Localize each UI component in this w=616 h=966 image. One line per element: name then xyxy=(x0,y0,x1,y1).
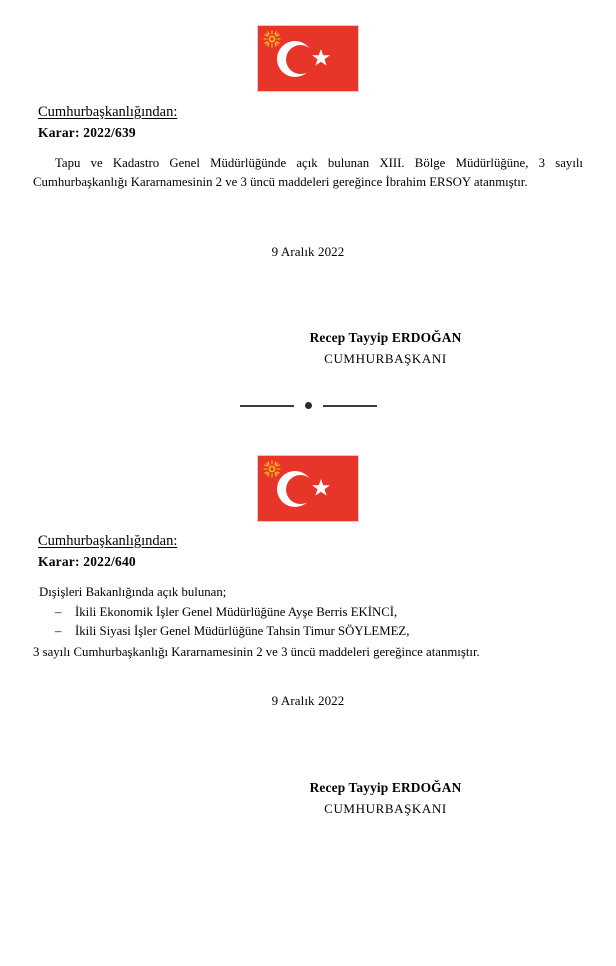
separator-rule-left xyxy=(240,405,294,407)
list-item xyxy=(33,622,583,641)
decree-block-1 xyxy=(0,103,616,192)
dash-bullet-icon: – xyxy=(55,624,62,639)
decree-heading: Cumhurbaşkanlığından: xyxy=(38,104,178,120)
decree-date: 9 Aralık 2022 xyxy=(271,693,345,708)
sun-emblem-icon xyxy=(263,460,281,478)
signatory-title: CUMHURBAŞKANI xyxy=(324,801,447,816)
signature-block-1 xyxy=(0,330,616,367)
turkish-flag-2 xyxy=(0,455,616,522)
decree-intro-line: Dışişleri Bakanlığında açık bulunan; xyxy=(39,584,227,599)
decree-date-wrap-1 xyxy=(0,244,616,260)
decree-date: 9 Aralık 2022 xyxy=(271,244,345,259)
separator-dot-icon xyxy=(305,402,312,409)
decree-block-2 xyxy=(0,532,616,662)
separator-rule-right xyxy=(323,405,377,407)
turkish-flag-image xyxy=(257,455,359,522)
decree-number: Karar: 2022/640 xyxy=(38,553,136,569)
turkish-flag-image xyxy=(257,25,359,92)
signature-block-2 xyxy=(0,780,616,817)
decree-heading: Cumhurbaşkanlığından: xyxy=(38,533,178,549)
decree-body-text: Tapu ve Kadastro Genel Müdürlüğünde açık bulunan XIII. Bölge Müdürlüğüne, 3 sayılı Cumhurbaşkanlığı Kararnamesinin 2 ve 3 üncü maddeleri gereğince İbrahim ERSOY atanmıştır. xyxy=(33,155,583,189)
decree-closing-line: 3 sayılı Cumhurbaşkanlığı Kararnamesinin 2 ve 3 üncü maddeleri gereğince atanmıştır. xyxy=(33,644,480,659)
section-separator xyxy=(0,402,616,409)
signatory-name: Recep Tayyip ERDOĞAN xyxy=(309,330,462,345)
star-icon xyxy=(311,478,331,498)
turkish-flag-1 xyxy=(0,25,616,92)
appointment-list xyxy=(0,603,616,642)
list-item xyxy=(33,603,583,622)
star-icon xyxy=(311,48,331,68)
sun-emblem-icon xyxy=(263,30,281,48)
decree-number: Karar: 2022/639 xyxy=(38,124,136,140)
signatory-title: CUMHURBAŞKANI xyxy=(324,351,447,366)
list-item-label: İkili Siyasi İşler Genel Müdürlüğüne Tahsin Timur SÖYLEMEZ, xyxy=(75,624,410,639)
list-item-label: İkili Ekonomik İşler Genel Müdürlüğüne Ayşe Berris EKİNCİ, xyxy=(75,604,398,619)
signatory-name: Recep Tayyip ERDOĞAN xyxy=(309,780,462,795)
decree-date-wrap-2 xyxy=(0,693,616,709)
dash-bullet-icon: – xyxy=(55,604,62,619)
